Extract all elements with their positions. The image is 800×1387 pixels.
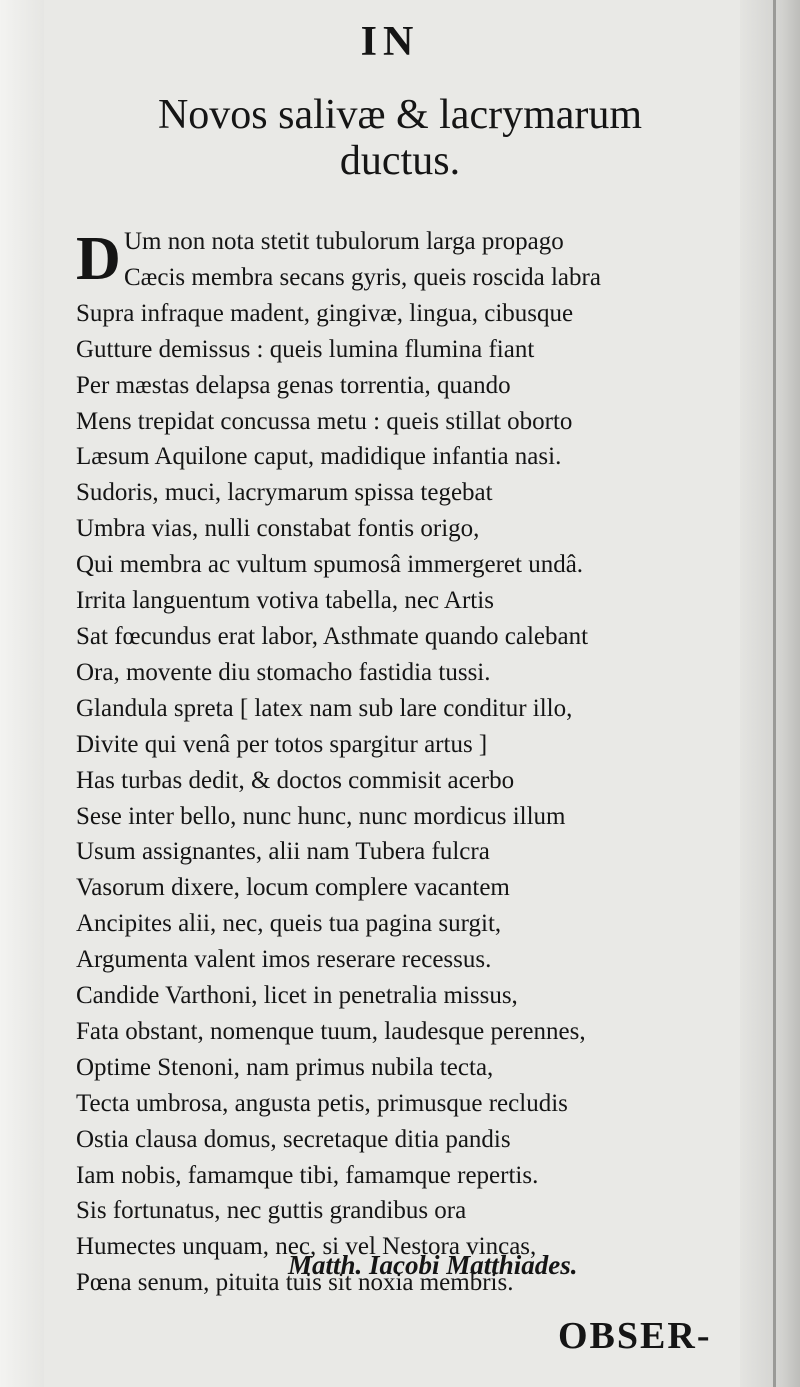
page-border-line — [773, 0, 776, 1387]
running-head: IN — [360, 19, 420, 65]
poem-line: Divite qui venâ per totos spargitur artus ] — [76, 730, 488, 758]
poem-line: Mens trepidat concussa metu : queis stillat oborto — [76, 407, 573, 435]
poem-line: Has turbas dedit, & doctos commisit acerbo — [76, 766, 515, 794]
poem-line: Sese inter bello, nunc hunc, nunc mordicus illum — [76, 802, 566, 830]
poem-line: Supra infraque madent, gingivæ, lingua, cibusque — [76, 299, 574, 327]
poem-line: Pœna senum, pituita tuis sit noxia membris. — [76, 1269, 514, 1297]
poem-line: Sudoris, muci, lacrymarum spissa tegebat — [76, 479, 493, 507]
poem-line: Tecta umbrosa, angusta petis, primusque recludis — [76, 1089, 568, 1117]
author-signature: Matth. Iacobi Matthiades. — [288, 1250, 578, 1280]
poem-body — [76, 224, 756, 1301]
title-line-1: Novos salivæ & lacrymarum — [157, 92, 643, 138]
poem-line: Argumenta valent imos reserare recessus. — [76, 946, 492, 974]
poem-line: Um non nota stetit tubulorum larga propago — [124, 228, 564, 255]
poem-line: Vasorum dixere, locum complere vacantem — [76, 874, 510, 902]
poem-line: Cæcis membra secans gyris, queis roscida labra — [124, 263, 601, 291]
poem-line: Candide Varthoni, licet in penetralia missus, — [76, 982, 518, 1010]
poem-line: Ancipites alii, nec, queis tua pagina surgit, — [76, 910, 502, 938]
poem-line: Qui membra ac vultum spumosâ immergeret undâ. — [76, 551, 584, 579]
poem-line: Læsum Aquilone caput, madidique infantia nasi. — [76, 443, 562, 471]
poem-title — [0, 92, 800, 184]
poem-line: Humectes unquam, nec, si vel Nestora vincas, — [76, 1233, 537, 1261]
poem-line: Iam nobis, famamque tibi, famamque repertis. — [76, 1161, 539, 1189]
poem-line: Optime Stenoni, nam primus nubila tecta, — [76, 1053, 494, 1081]
poem-line: Ostia clausa domus, secretaque ditia pandis — [76, 1125, 511, 1153]
title-line-2: ductus. — [339, 138, 461, 184]
poem-line: Irrita languentum votiva tabella, nec Artis — [76, 587, 494, 615]
poem-line: Glandula spreta [ latex nam sub lare conditur illo, — [76, 694, 573, 722]
page-margin-left — [0, 0, 44, 1387]
catchword: OBSER- — [558, 1315, 712, 1357]
poem-line: Gutture demissus : queis lumina flumina fiant — [76, 335, 535, 363]
poem-line: Per mæstas delapsa genas torrentia, quando — [76, 371, 511, 399]
poem-line: Umbra vias, nulli constabat fontis origo, — [76, 515, 480, 543]
drop-cap: D — [76, 225, 121, 293]
poem-line: Sat fœcundus erat labor, Asthmate quando calebant — [76, 622, 589, 650]
poem-line: Usum assignantes, alii nam Tubera fulcra — [76, 838, 490, 866]
poem-line: Sis fortunatus, nec guttis grandibus ora — [76, 1197, 467, 1225]
poem-line: Ora, movente diu stomacho fastidia tussi. — [76, 658, 491, 686]
poem-line: Fata obstant, nomenque tuum, laudesque perennes, — [76, 1017, 586, 1045]
